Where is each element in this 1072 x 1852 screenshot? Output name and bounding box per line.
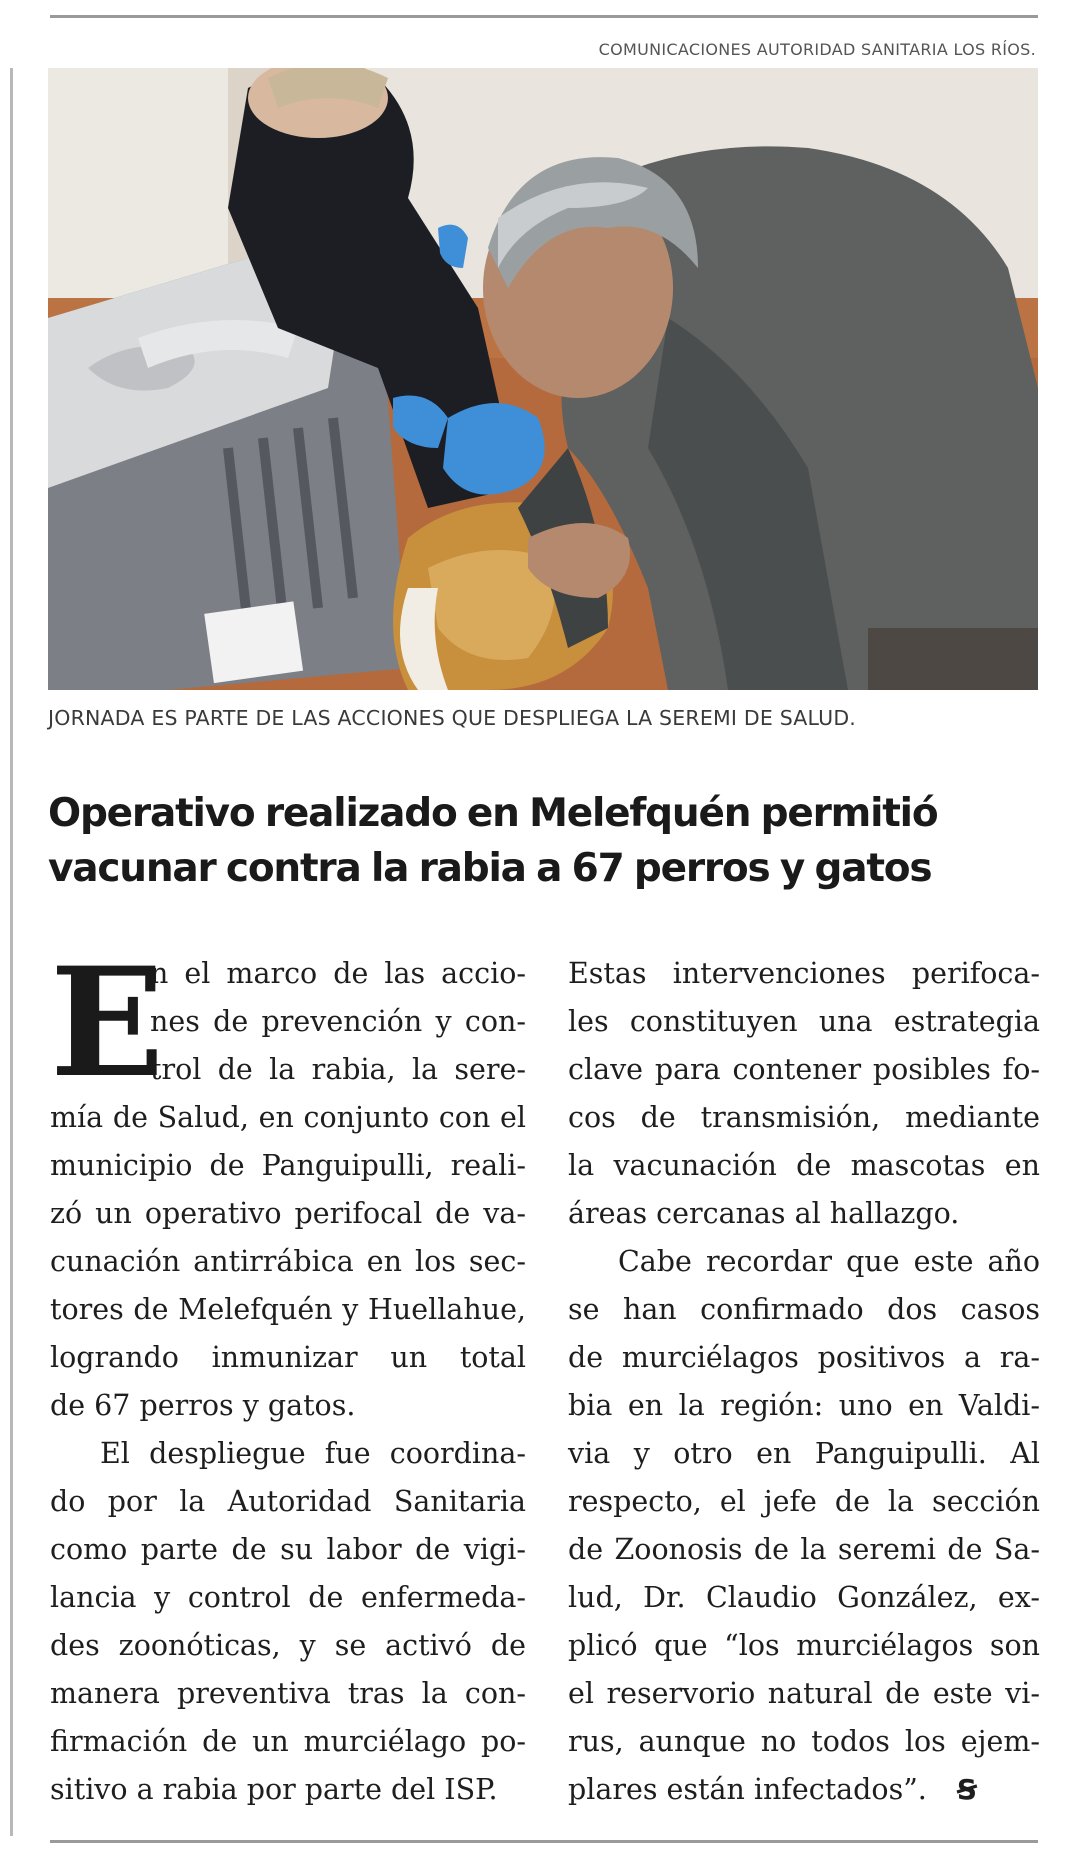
- photo-credit: COMUNICACIONES AUTORIDAD SANITARIA LOS RÍOS.: [598, 40, 1036, 59]
- body-line: El despliegue fue coordina-: [100, 1437, 526, 1470]
- drop-cap: E: [50, 935, 165, 1111]
- body-line: sitivo a rabia por parte del ISP.: [50, 1773, 498, 1806]
- body-line: de 67 perros y gatos.: [50, 1389, 356, 1422]
- body-line: firmación de un murciélago po-: [50, 1725, 526, 1758]
- body-line: des zoonóticas, y se activó de: [50, 1629, 526, 1662]
- body-line: el reservorio natural de este vi-: [568, 1677, 1040, 1710]
- body-line: tores de Melefquén y Huellahue,: [50, 1293, 526, 1326]
- body-line-final-text: plares están infectados”.: [568, 1773, 927, 1806]
- body-line: municipio de Panguipulli, reali-: [50, 1149, 526, 1182]
- body-line: manera preventiva tras la con-: [50, 1677, 526, 1710]
- body-line: via y otro en Panguipulli. Al: [568, 1437, 1040, 1470]
- article-photo: [48, 68, 1038, 690]
- headline-line-2: vacunar contra la rabia a 67 perros y gatos: [48, 846, 932, 891]
- top-rule: [50, 15, 1038, 18]
- body-line: cos de transmisión, mediante: [568, 1101, 1040, 1134]
- article-column-left: [50, 935, 526, 1814]
- body-line: bia en la región: uno en Valdi-: [568, 1389, 1040, 1422]
- body-line: como parte de su labor de vigi-: [50, 1533, 526, 1566]
- body-line: de Zoonosis de la seremi de Sa-: [568, 1533, 1040, 1566]
- article-column-right: [568, 950, 1040, 1814]
- body-line: zó un operativo perifocal de va-: [50, 1197, 526, 1230]
- body-line: la vacunación de mascotas en: [568, 1149, 1040, 1182]
- body-line: rus, aunque no todos los ejem-: [568, 1725, 1040, 1758]
- body-line: áreas cercanas al hallazgo.: [568, 1197, 960, 1230]
- headline-line-1: Operativo realizado en Melefquén permitió: [48, 791, 938, 836]
- end-of-article-icon: Ꞩ: [956, 1773, 977, 1806]
- body-line: se han confirmado dos casos: [568, 1293, 1040, 1326]
- body-line: nes de prevención y con-: [150, 1005, 526, 1038]
- body-line: plicó que “los murciélagos son: [568, 1629, 1040, 1662]
- bottom-rule: [50, 1840, 1038, 1843]
- column-divider-line: [10, 68, 13, 1836]
- body-line: lud, Dr. Claudio González, ex-: [568, 1581, 1040, 1614]
- body-line: mía de Salud, en conjunto con el: [50, 1101, 526, 1134]
- body-line: do por la Autoridad Sanitaria: [50, 1485, 526, 1518]
- body-line: cunación antirrábica en los sec-: [50, 1245, 526, 1278]
- body-line: lancia y control de enfermeda-: [50, 1581, 526, 1614]
- photo-caption: JORNADA ES PARTE DE LAS ACCIONES QUE DESPLIEGA LA SEREMI DE SALUD.: [48, 706, 857, 730]
- body-line-final: [568, 1766, 1040, 1814]
- body-line: les constituyen una estrategia: [568, 1005, 1040, 1038]
- vaccination-photo-illustration: [48, 68, 1038, 690]
- body-line: logrando inmunizar un total: [50, 1341, 526, 1374]
- body-line: de murciélagos positivos a ra-: [568, 1341, 1040, 1374]
- body-line: Cabe recordar que este año: [618, 1245, 1040, 1278]
- body-line: trol de la rabia, la sere-: [150, 1053, 526, 1086]
- article-headline: [48, 786, 1048, 896]
- body-line: clave para contener posibles fo-: [568, 1053, 1040, 1086]
- body-line: respecto, el jefe de la sección: [568, 1485, 1040, 1518]
- body-line: n el marco de las accio-: [150, 957, 526, 990]
- body-line: Estas intervenciones perifoca-: [568, 957, 1040, 990]
